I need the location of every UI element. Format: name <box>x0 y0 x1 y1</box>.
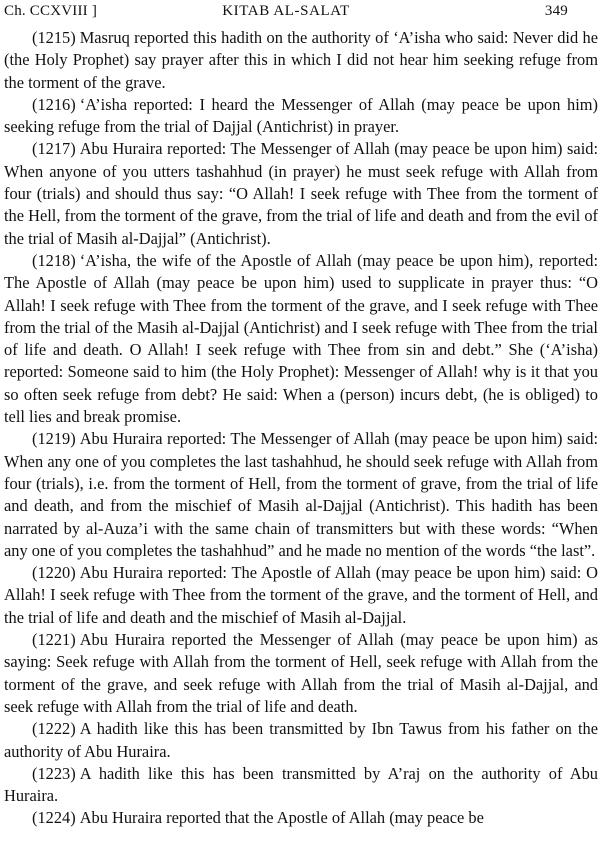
page-number: 349 <box>544 3 568 19</box>
hadith-paragraph <box>4 94 598 139</box>
hadith-number: (1222) <box>32 719 76 739</box>
hadith-text: Abu Huraira reported: The Messenger of Allah (may peace be upon him) said: When any one of you completes the last tashahhud, he should seek refuge with Allah from four (trials), i.e. from the torment of Hell, from the torment of grave, from the trial of life and death, and from the mischief of Masih al-Dajjal (Antichrist). This hadith has been narrated by al-Auza’i with the same chain of transmitters but with these words: “When any one of you completes the tashahhud” and he made no mention of the words “the last”. <box>4 429 598 560</box>
hadith-number: (1221) <box>32 630 76 650</box>
hadith-paragraph <box>4 250 598 428</box>
hadith-paragraph <box>4 138 598 249</box>
hadith-paragraph <box>4 718 598 763</box>
hadith-number: (1217) <box>32 139 76 159</box>
hadith-number: (1219) <box>32 429 76 449</box>
hadith-number: (1218) <box>32 250 76 270</box>
hadith-number: (1215) <box>32 28 76 47</box>
hadith-text: A hadith like this has been transmitted by Ibn Tawus from his father on the authority of Abu Huraira. <box>4 719 598 761</box>
hadith-paragraph <box>4 629 598 718</box>
hadith-number: (1220) <box>32 563 76 583</box>
hadith-text: Abu Huraira reported the Messenger of Allah (may peace be upon him) as saying: Seek refuge with Allah from the torment of Hell, seek refuge with Allah from the torment of the grave, and seek refuge with Allah from the trial of Masih al-Dajjal, and seek refuge with Allah from the trial of life and death. <box>4 630 598 716</box>
hadith-paragraph <box>4 428 598 562</box>
hadith-number: (1224) <box>32 808 76 828</box>
hadith-text: ‘A’isha reported: I heard the Messenger of Allah (may peace be upon him) seeking refuge from the trial of Dajjal (Antichrist) in prayer. <box>4 94 598 137</box>
book-title: KITAB AL-SALAT <box>222 3 350 19</box>
hadith-paragraph <box>4 807 598 829</box>
hadith-text: Abu Huraira reported: The Messenger of Allah (may peace be upon him) said: When anyone of you utters tashahhud (in prayer) he must seek refuge with Allah from four (trials) and should thus say: “O Allah! I seek refuge with Thee from the torment of the Hell, from the torment of the grave, from the trial of life and death and from the evil of the trial of Masih al-Dajjal” (Antichrist). <box>4 139 598 248</box>
hadith-paragraph <box>4 763 598 808</box>
hadith-text: Abu Huraira reported: The Apostle of Allah (may peace be upon him) said: O Allah! I seek refuge with Thee from the torment of the grave, and the torment of Hell, and the trial of life and death and the mischief of Masih al-Dajjal. <box>4 563 598 627</box>
chapter-label: Ch. CCXVIII ] <box>4 3 98 19</box>
hadith-text: A hadith like this has been transmitted by A’raj on the authority of Abu Huraira. <box>4 763 598 806</box>
running-header <box>4 0 598 25</box>
hadith-number: (1216) <box>32 94 76 114</box>
hadith-number: (1223) <box>32 763 76 783</box>
hadith-text: Abu Huraira reported that the Apostle of Allah (may peace be <box>79 808 484 828</box>
hadith-text: Masruq reported this hadith on the authority of ‘A’isha who said: Never did he (the Holy Prophet) say prayer after this in which I did not hear him seeking refuge from the torment of the grave. <box>4 28 598 92</box>
hadith-paragraph <box>4 562 598 629</box>
hadith-text: ‘A’isha, the wife of the Apostle of Allah (may peace be upon him), reported: The Apostle of Allah (may peace be upon him) used to supplicate in prayer thus: “O Allah! I seek refuge with Thee from the torment of the grave, and I seek refuge with Thee from the trial of the Masih al-Dajjal (Antichrist) and I seek refuge with Thee from the trial of life and death. O Allah! I seek refuge with Thee from sin and debt.” She (‘A’isha) reported: Someone said to him (the Holy Prophet): Messenger of Allah! why is it that you so often seek refuge from debt? He said: When a (person) incurs debt, (he is obliged) to tell lies and break promise. <box>4 250 598 427</box>
page-body <box>4 27 598 830</box>
hadith-paragraph <box>4 27 598 94</box>
